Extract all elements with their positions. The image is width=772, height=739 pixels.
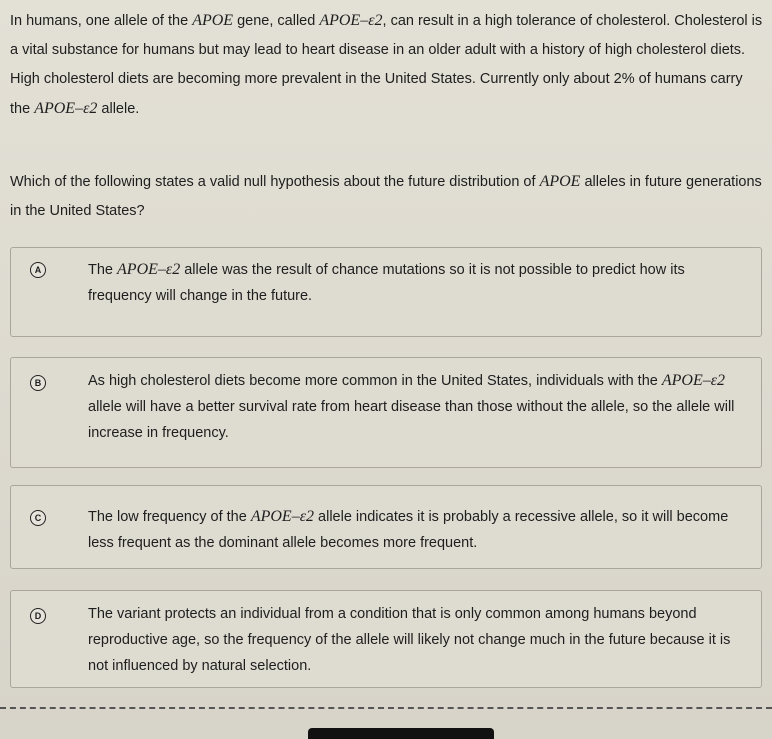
- choice-letter-c: C: [30, 510, 46, 526]
- choice-text-b: As high cholesterol diets become more common in the United States, individuals with the APOE–ε2 allele will have a better survival rate from heart disease than those without the allele, so the allele will increase in frequency.: [88, 372, 735, 441]
- text-segment: , can result in a high tolerance of cholesterol. Cholesterol is a vital substance for humans but may lead to heart disease in an older adult with a history of high cholesterol diets. High cholesterol diets are becoming more prevalent in the United States. Currently only about 2% of humans carry the: [10, 13, 763, 117]
- gene-name: APOE: [539, 173, 581, 190]
- text-segment: Which of the following states a valid null hypothesis about the future distribution of: [10, 174, 540, 190]
- answer-choice-a[interactable]: [10, 247, 762, 337]
- question-stem: [10, 6, 765, 226]
- choice-text-c: The low frequency of the APOE–ε2 allele indicates it is probably a recessive allele, so it will become less frequent as the dominant allele becomes more frequent.: [88, 508, 729, 551]
- choice-text-d: The variant protects an individual from a condition that is only common among humans beyond reproductive age, so the frequency of the allele will likely not change much in the future because it is not influenced by natural selection.: [88, 606, 731, 674]
- text-segment: alleles in future generations in the United States?: [10, 174, 762, 219]
- choice-letter-a: A: [30, 262, 46, 278]
- choice-letter-b: B: [30, 375, 46, 391]
- choice-letter-d: D: [30, 608, 46, 624]
- page-divider: [0, 707, 772, 709]
- bottom-bar: [308, 728, 494, 739]
- text-segment: allele.: [97, 101, 140, 117]
- question-paragraph-1: [10, 6, 765, 124]
- allele-name: APOE–ε2: [319, 12, 383, 29]
- text-segment: In humans, one allele of the: [10, 13, 193, 29]
- allele-name: APOE–ε2: [34, 100, 98, 117]
- text-segment: gene, called: [233, 13, 320, 29]
- choice-text-a: The APOE–ε2 allele was the result of chance mutations so it is not possible to predict how its frequency will change in the future.: [88, 261, 685, 304]
- answer-choice-d[interactable]: [10, 590, 762, 688]
- answer-choice-b[interactable]: [10, 357, 762, 468]
- gene-name: APOE: [192, 12, 234, 29]
- answer-choice-c[interactable]: [10, 485, 762, 569]
- question-paragraph-2: [10, 167, 765, 226]
